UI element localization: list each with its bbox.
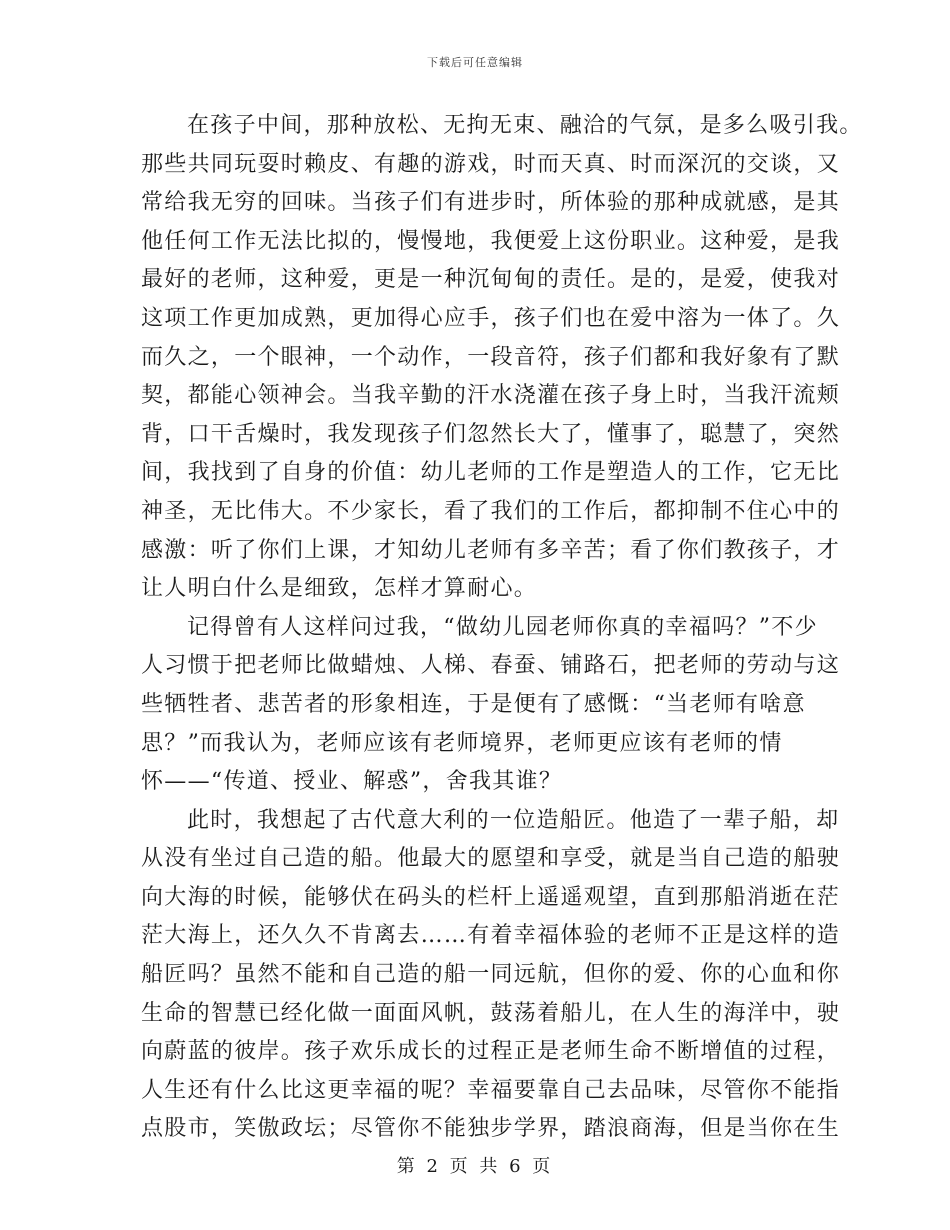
text-line: 感激：听了你们上课，才知幼儿老师有多辛苦；看了你们教孩子，才	[141, 537, 841, 563]
text-line: 他任何工作无法比拟的，慢慢地，我便爱上这份职业。这种爱，是我	[141, 228, 841, 254]
text-line: 最好的老师，这种爱，更是一种沉甸甸的责任。是的，是爱，使我对	[141, 267, 841, 293]
text-line: 那些共同玩耍时赖皮、有趣的游戏，时而天真、时而深沉的交谈，又	[141, 151, 841, 177]
text-line: 从没有坐过自己造的船。他最大的愿望和享受，就是当自己造的船驶	[141, 846, 841, 872]
page-header-note: 下载后可任意编辑	[427, 56, 523, 69]
text-line: 人生还有什么比这更幸福的呢？幸福要靠自己去品味，尽管你不能指	[141, 1077, 841, 1103]
text-line: 思？”而我认为，老师应该有老师境界，老师更应该有老师的情	[141, 730, 783, 756]
text-line: 让人明白什么是细致，怎样才算耐心。	[141, 576, 538, 602]
text-line: 间，我找到了自身的价值：幼儿老师的工作是塑造人的工作，它无比	[141, 460, 841, 486]
text-line: 此时，我想起了古代意大利的一位造船匠。他造了一辈子船，却	[187, 807, 840, 833]
text-line: 茫大海上，还久久不肯离去……有着幸福体验的老师不正是这样的造	[141, 923, 841, 949]
text-line: 常给我无穷的回味。当孩子们有进步时，所体验的那种成就感，是其	[141, 190, 841, 216]
text-line: 而久之，一个眼神，一个动作，一段音符，孩子们都和我好象有了默	[141, 344, 841, 370]
text-line: 生命的智慧已经化做一面面风帆，鼓荡着船儿，在人生的海洋中，驶	[141, 1000, 841, 1026]
page-number: 第 2 页 共 6 页	[396, 1156, 554, 1177]
document-body	[141, 107, 863, 1149]
text-line: 背，口干舌燥时，我发现孩子们忽然长大了，懂事了，聪慧了，突然	[141, 421, 841, 447]
text-line: 怀——“传道、授业、解惑”，舍我其谁？	[141, 769, 563, 795]
text-line: 人习惯于把老师比做蜡烛、人梯、春蚕、铺路石，把老师的劳动与这	[141, 653, 841, 679]
text-line: 点股市，笑傲政坛；尽管你不能独步学界，踏浪商海，但是当你在生	[141, 1116, 841, 1142]
text-line: 神圣，无比伟大。不少家长，看了我们的工作后，都抑制不住心中的	[141, 498, 841, 524]
text-line: 些牺牲者、悲苦者的形象相连，于是便有了感慨：“当老师有啥意	[141, 691, 806, 717]
text-line: 这项工作更加成熟，更加得心应手，孩子们也在爱中溶为一体了。久	[141, 305, 841, 331]
text-line: 在孩子中间，那种放松、无拘无束、融洽的气氛，是多么吸引我。	[187, 113, 863, 138]
text-line: 契，都能心领神会。当我辛勤的汗水浇灌在孩子身上时，当我汗流颊	[141, 383, 841, 409]
text-line: 向蔚蓝的彼岸。孩子欢乐成长的过程正是老师生命不断增值的过程，	[141, 1039, 841, 1065]
text-line: 向大海的时候，能够伏在码头的栏杆上遥遥观望，直到那船消逝在茫	[141, 884, 841, 910]
text-line: 船匠吗？虽然不能和自己造的船一同远航，但你的爱、你的心血和你	[141, 962, 841, 988]
text-line: 记得曾有人这样问过我，“做幼儿园老师你真的幸福吗？”不少	[187, 614, 818, 640]
